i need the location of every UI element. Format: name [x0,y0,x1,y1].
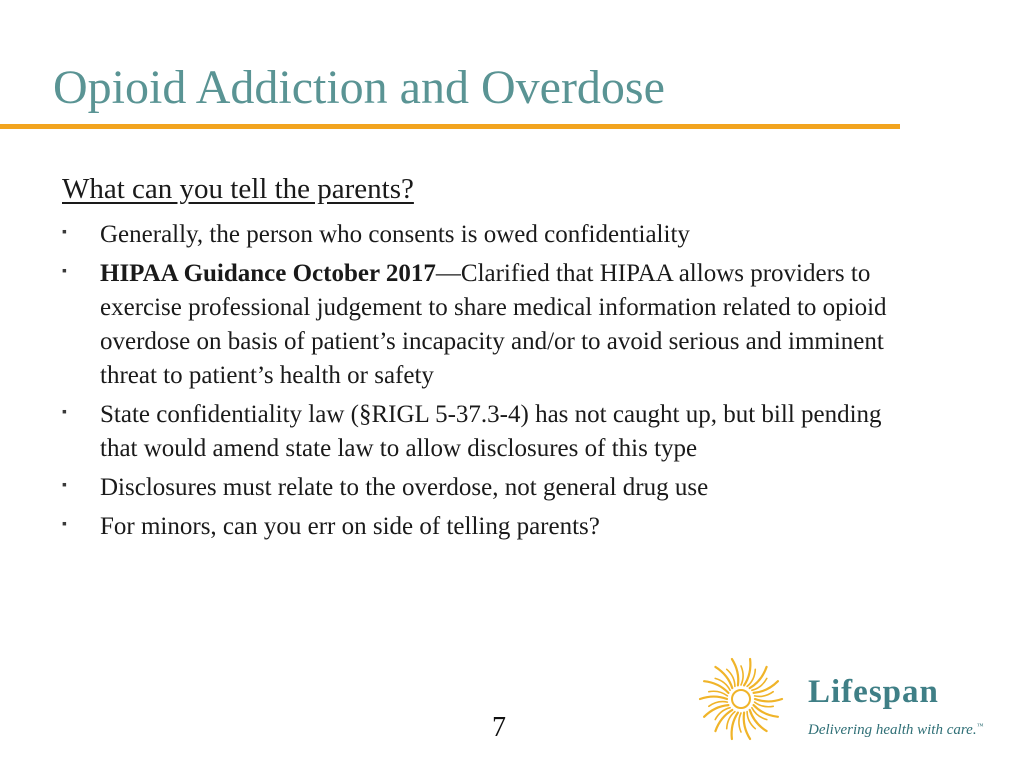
bullet-item [62,398,912,466]
sun-ray [744,659,750,685]
sun-ray [715,710,732,731]
bullet-marker: ▪ [62,225,67,240]
tagline-text: Delivering health with care. [808,722,977,738]
page-number: 7 [492,712,506,743]
bullet-item [62,257,912,393]
bullet-marker: ▪ [62,405,67,420]
sun-ray [755,702,774,707]
sun-ray [700,697,727,699]
slide-title: Opioid Addiction and Overdose [53,61,665,114]
bullet-text: Disclosures must relate to the overdose, not general drug use [100,474,709,501]
brand-name: Lifespan [808,674,939,710]
bullet-list [62,218,912,549]
bullet-item [62,510,912,544]
trademark-symbol: ™ [976,722,984,730]
sun-ray [750,667,767,688]
sun-ray [709,691,728,696]
sun-ray [739,713,741,732]
sun-ray [755,699,782,701]
bullet-item [62,218,912,252]
sun-ray [741,666,743,685]
bullet-marker: ▪ [62,517,67,532]
bullet-text: Generally, the person who consents is owed confidentiality [100,221,690,248]
title-divider [0,124,900,129]
section-heading: What can you tell the parents? [62,173,414,205]
bullet-text: State confidentiality law (§RIGL 5-37.3-4) has not caught up, but bill pending that would amend state law to allow disclosures of this type [100,401,882,462]
bullet-marker: ▪ [62,478,67,493]
brand-tagline [808,722,983,739]
bullet-text: For minors, can you err on side of telling parents? [100,513,600,540]
sunburst-logo-icon [696,656,786,742]
bullet-text: —Clarified that HIPAA allows providers to exercise professional judgement to share medical information related to opioid overdose on basis of patient’s incapacity and/or to avoid serious and imminent threat to patient’s health or safety [100,260,887,389]
bullet-bold-text: HIPAA Guidance October 2017 [100,260,436,287]
bullet-item [62,471,912,505]
bullet-marker: ▪ [62,264,67,279]
sun-ray [732,713,738,739]
